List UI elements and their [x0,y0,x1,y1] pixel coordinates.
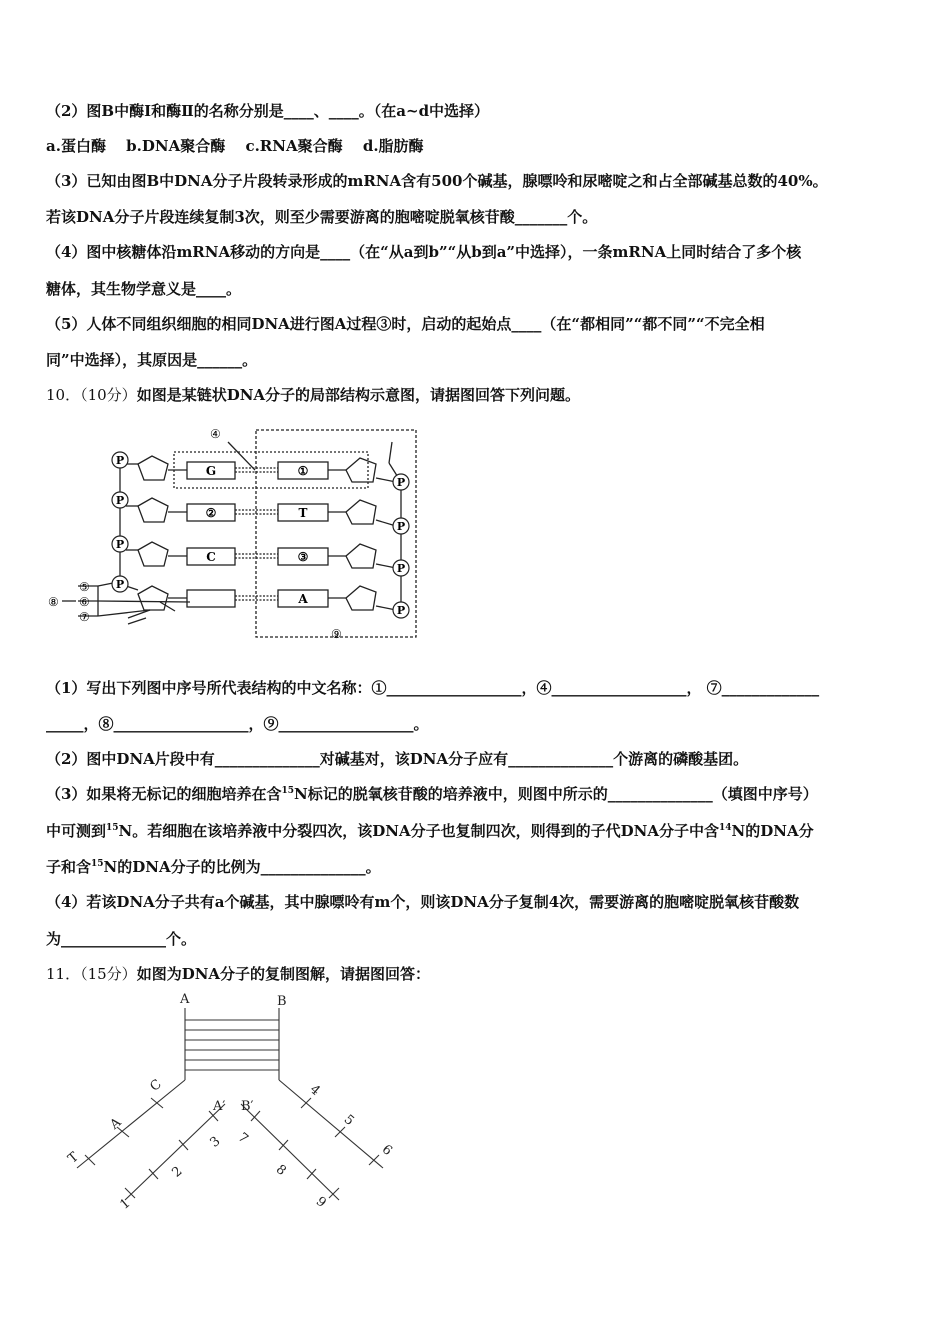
isotope-superscript: 15 [106,823,119,833]
q10-stem: 如图是某链状DNA分子的局部结构示意图，请据图回答下列问题。 [136,386,581,404]
q10-part3-text: N。若细胞在该培养液中分裂四次，该DNA分子也复制四次，则得到的子代DNA分子中含 [118,822,719,840]
label-1: 1 [117,1195,134,1213]
label-5: ⑤ [79,580,90,594]
label-9: ⑨ [331,627,342,641]
label-3: 3 [207,1133,224,1151]
phosphate-label: P [115,538,125,551]
base-right-4: A [298,592,308,606]
label-8: ⑧ [48,595,59,609]
q9-part4-line2: 糖体，其生物学意义是____。 [46,280,242,298]
phosphate-label: P [396,520,406,533]
q10-part3-line2 [46,821,814,841]
base-right-3: ③ [297,550,309,564]
isotope-superscript: 15 [281,786,294,796]
q11-number: 11． [46,965,81,983]
isotope-superscript: 14 [718,823,732,833]
base-right-2: T [298,506,308,520]
q10-part3-text: N的DNA分子的比例为______________。 [103,858,381,876]
base-left-2: ② [205,506,217,520]
q10-part3-text: （3）如果将无标记的细胞培养在含 [46,785,282,803]
q9-options: a.蛋白酶 b.DNA聚合酶 c.RNA聚合酶 d.脂肪酶 [46,137,424,155]
phosphate-label: P [115,454,125,467]
q10-part4-line1: （4）若该DNA分子共有a个碱基，其中腺嘌呤有m个，则该DNA分子复制4次，需要游离的胞嘧啶脱氧核苷酸数 [46,893,800,911]
q10-part3-line1 [46,784,818,804]
label-A: A [180,992,190,1007]
q10-part3-text: 中可测到 [46,822,107,840]
phosphate-label: P [115,578,125,591]
label-9: 9 [312,1194,329,1211]
q9-part3-line2: 若该DNA分子片段连续复制3次，则至少需要游离的胞嘧啶脱氧核苷酸_______个。 [46,208,598,226]
label-B: B [277,994,287,1009]
label-A-strand: A [107,1115,125,1133]
q10-part3-text: 子和含 [46,858,92,876]
base-right-1: ① [297,464,309,478]
q10-part3-text: N的DNA分 [731,822,814,840]
label-4: 4 [306,1082,323,1099]
q10-score: （10分） [80,386,137,404]
label-7: ⑦ [79,610,90,624]
dna-replication-figure [55,990,415,1220]
phosphate-label: P [396,562,406,575]
q9-part5-line2: 同”中选择），其原因是______。 [46,351,258,369]
q9-part4-line1: （4）图中核糖体沿mRNA移动的方向是____（在“从a到b”“从b到a”中选择），一条mRNA上同时结合了多个核 [46,243,802,261]
label-5: 5 [340,1112,357,1129]
label-7: 7 [234,1130,251,1147]
label-4: ④ [210,427,221,441]
label-A-prime: A′ [213,1099,226,1114]
phosphate-label: P [396,476,406,489]
label-6: ⑥ [79,595,90,609]
q9-part5-line1: （5）人体不同组织细胞的相同DNA进行图A过程③时，启动的起始点____（在“都相同”“都不同”“不完全相 [46,315,765,333]
phosphate-label: P [396,604,406,617]
base-left-1: G [205,464,217,478]
dashed-box-9 [256,430,416,637]
dna-structure-figure [40,420,430,650]
q10-part3-text: N标记的脱氧核苷酸的培养液中，则图中所示的______________（填图中序号） [293,785,818,803]
q10-part2: （2）图中DNA片段中有______________对碱基对，该DNA分子应有______________个游离的磷酸基团。 [46,750,749,768]
label-B-prime: B′ [241,1099,254,1114]
q10-part1-line1: （1）写出下列图中序号所代表结构的中文名称：①__________________，④__________________， ⑦_____________ [46,679,820,697]
q10-stem-line [46,385,580,405]
phosphate-label: P [115,494,125,507]
label-6: 6 [378,1142,395,1159]
q10-part3-line3 [46,857,381,877]
label-C: C [147,1076,165,1095]
q9-part2: （2）图B中酶Ⅰ和酶Ⅱ的名称分别是____、____。（在a~d中选择） [46,102,490,120]
q11-score: （15分） [80,965,137,983]
q11-stem-line [46,964,430,984]
q10-part4-line2: 为______________个。 [46,930,197,948]
q11-stem: 如图为DNA分子的复制图解，请据图回答： [136,965,431,983]
base-left-3: C [206,550,216,564]
label-2: 2 [169,1163,186,1181]
label-8: 8 [272,1162,289,1179]
label-T: T [65,1149,82,1167]
q9-part3-line1: （3）已知由图B中DNA分子片段转录形成的mRNA含有500个碱基，腺嘌呤和尿嘧啶之和占全部碱基总数的40%。 [46,172,828,190]
q10-number: 10． [46,386,81,404]
q10-part1-line2: _____，⑧__________________，⑨__________________。 [46,715,429,733]
isotope-superscript: 15 [91,859,104,869]
